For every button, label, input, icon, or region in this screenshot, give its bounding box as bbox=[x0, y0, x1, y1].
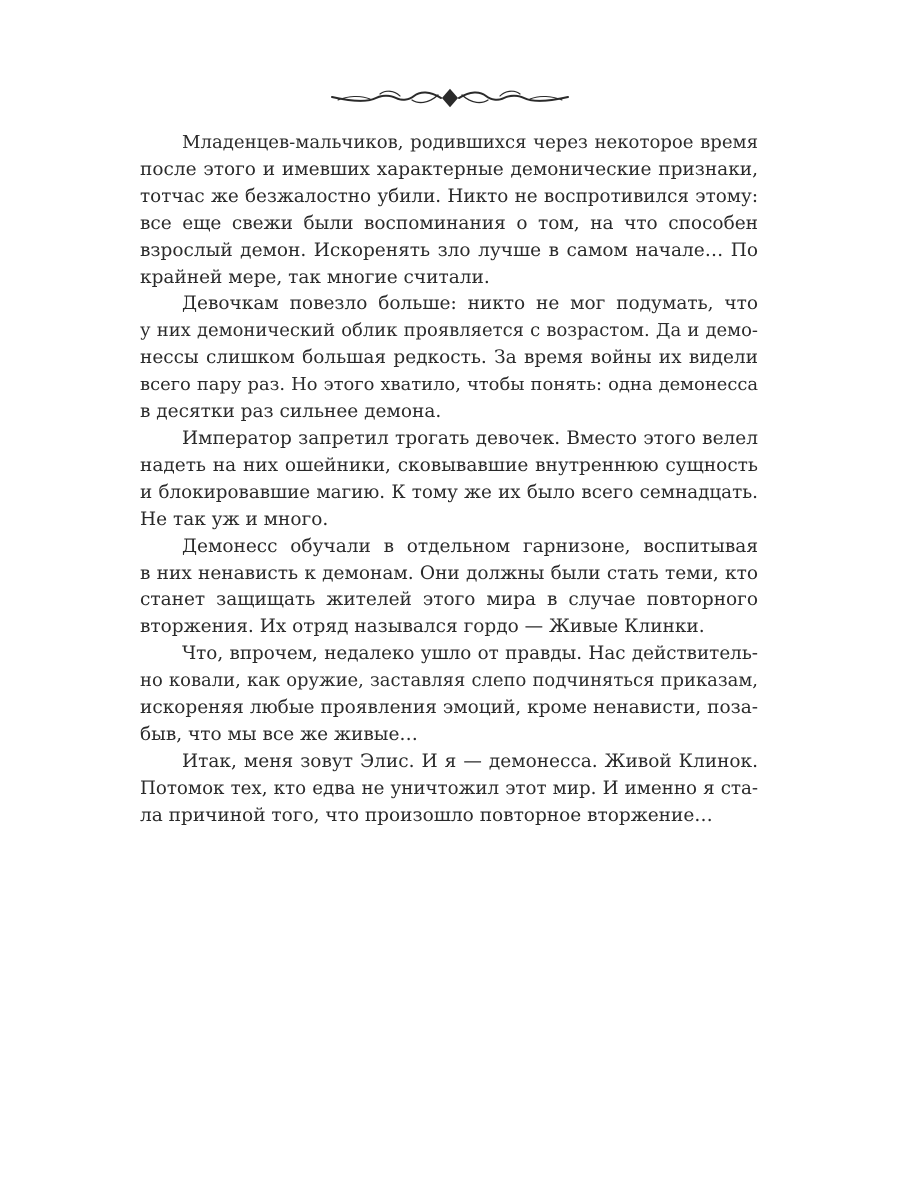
text-line: после этого и имевших характерные демонические признаки, bbox=[140, 158, 758, 180]
paragraph-5 bbox=[140, 641, 758, 749]
body-text bbox=[140, 130, 758, 830]
text-line: Потомок тех, кто едва не уничтожил этот мир. И именно я ста- bbox=[140, 777, 758, 799]
text-line: всего пару раз. Но этого хватило, чтобы понять: одна демонесса bbox=[140, 374, 758, 396]
text-line: ла причиной того, что произошло повторное вторжение… bbox=[140, 804, 713, 826]
paragraph-2 bbox=[140, 291, 758, 426]
decorative-flourish-icon bbox=[330, 84, 570, 112]
paragraph-3 bbox=[140, 426, 758, 534]
text-line: в десятки раз сильнее демона. bbox=[140, 401, 442, 423]
text-line: искореняя любые проявления эмоций, кроме ненависти, поза- bbox=[140, 697, 758, 719]
text-line: все еще свежи были воспоминания о том, на что способен bbox=[140, 212, 758, 234]
text-line: Что, впрочем, недалеко ушло от правды. Нас действитель- bbox=[182, 643, 758, 665]
paragraph-4 bbox=[140, 534, 758, 642]
text-line: крайней мере, так многие считали. bbox=[140, 266, 490, 288]
text-line: в них ненависть к демонам. Они должны были стать теми, кто bbox=[140, 562, 758, 584]
text-line: Не так уж и много. bbox=[140, 508, 329, 530]
paragraph-6 bbox=[140, 749, 758, 830]
text-line: и блокировавшие магию. К тому же их было всего семнадцать. bbox=[140, 481, 758, 503]
text-line: тотчас же безжалостно убили. Никто не воспротивился этому: bbox=[140, 185, 758, 207]
text-line: вторжения. Их отряд назывался гордо — Живые Клинки. bbox=[140, 616, 705, 638]
text-line: у них демонический облик проявляется с возрастом. Да и демо- bbox=[140, 320, 758, 342]
text-line: станет защищать жителей этого мира в случае повторного bbox=[140, 589, 758, 611]
text-line: быв, что мы все же живые… bbox=[140, 723, 418, 745]
paragraph-1 bbox=[140, 130, 758, 291]
text-line: Итак, меня зовут Элис. И я — демонесса. Живой Клинок. bbox=[182, 750, 758, 772]
text-line: Демонесс обучали в отдельном гарнизоне, воспитывая bbox=[182, 535, 758, 557]
text-line: надеть на них ошейники, сковывавшие внутреннюю сущность bbox=[140, 454, 758, 476]
text-line: Император запретил трогать девочек. Вместо этого велел bbox=[182, 427, 758, 449]
text-line: взрослый демон. Искоренять зло лучше в самом начале… По bbox=[140, 239, 758, 261]
text-line: Девочкам повезло больше: никто не мог подумать, что bbox=[182, 293, 758, 315]
text-line: Младенцев-мальчиков, родившихся через некоторое время bbox=[182, 132, 758, 153]
text-line: нессы слишком большая редкость. За время войны их видели bbox=[140, 347, 758, 369]
text-line: но ковали, как оружие, заставляя слепо подчиняться приказам, bbox=[140, 670, 758, 692]
